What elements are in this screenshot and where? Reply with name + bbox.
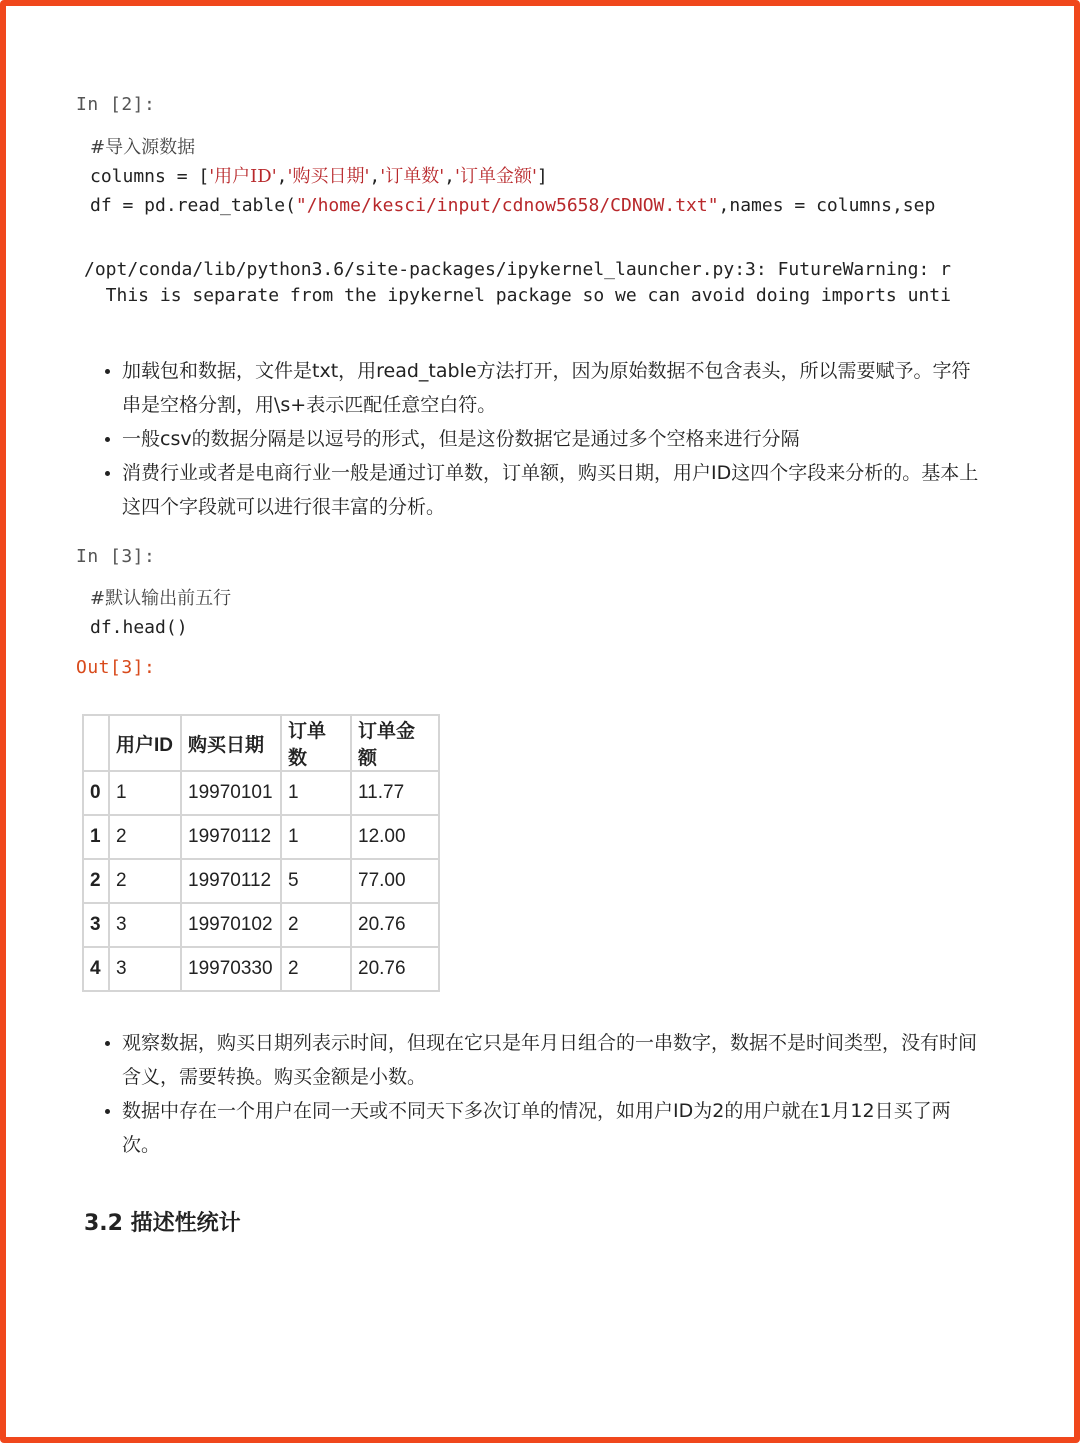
- cell-user-id: 2: [109, 815, 181, 859]
- code-string-col-uid: '用户ID': [209, 166, 277, 187]
- cell-purchase-date: 19970112: [181, 815, 281, 859]
- cell-user-id: 3: [109, 903, 181, 947]
- cell-user-id: 2: [109, 859, 181, 903]
- cell-user-id: 3: [109, 947, 181, 991]
- column-header-order-count: 订单数: [281, 715, 351, 771]
- list-item: • 观察数据，购买日期列表示时间，但现在它只是年月日组合的一串数字，数据不是时间类型，没有时间含义，需要转换。购买金额是小数。: [122, 1026, 982, 1094]
- input-prompt-3: In [3]:: [76, 546, 156, 567]
- cell-purchase-date: 19970102: [181, 903, 281, 947]
- column-header-order-amount: 订单金额: [351, 715, 439, 771]
- cell-order-amount: 20.76: [351, 947, 439, 991]
- code-comment: #默认输出前五行: [90, 588, 232, 609]
- list-item: • 数据中存在一个用户在同一天或不同天下多次订单的情况，如用户ID为2的用户就在1月12日买了两次。: [122, 1094, 982, 1162]
- code-read-suffix: ,names = columns,sep: [718, 195, 936, 216]
- code-string-col-date: '购买日期': [287, 166, 370, 187]
- output-prompt-3: Out[3]:: [76, 657, 156, 678]
- code-line: df.head(): [90, 617, 188, 638]
- code-string-path: "/home/kesci/input/cdnow5658/CDNOW.txt": [295, 195, 719, 216]
- cell-order-amount: 12.00: [351, 815, 439, 859]
- cell-order-count: 1: [281, 815, 351, 859]
- code-columns-suffix: ]: [536, 166, 548, 187]
- code-cell-2[interactable]: #导入源数据 columns = ['用户ID','购买日期','订单数','订单金额'] df = pd.read_table("/home/kesci/input/cdnow5658/CDNOW.txt",names = columns,sep: [90, 137, 936, 216]
- column-header-user-id: 用户ID: [109, 715, 181, 771]
- row-index: 4: [83, 947, 109, 991]
- code-string-col-amount: '订单金额': [455, 166, 537, 187]
- row-index: 2: [83, 859, 109, 903]
- column-header-purchase-date: 购买日期: [181, 715, 281, 771]
- cell-purchase-date: 19970101: [181, 771, 281, 815]
- cell-order-amount: 11.77: [351, 771, 439, 815]
- section-heading: 3.2 描述性统计: [84, 1211, 241, 1236]
- cell-order-count: 5: [281, 859, 351, 903]
- cell-order-amount: 20.76: [351, 903, 439, 947]
- code-comment: #导入源数据: [90, 137, 196, 158]
- row-index: 1: [83, 815, 109, 859]
- row-index: 0: [83, 771, 109, 815]
- cell-order-count: 2: [281, 903, 351, 947]
- cell-user-id: 1: [109, 771, 181, 815]
- row-index: 3: [83, 903, 109, 947]
- list-item: • 一般csv的数据分隔是以逗号的形式，但是这份数据它是通过多个空格来进行分隔: [122, 422, 982, 456]
- code-columns-prefix: columns = [: [90, 166, 210, 187]
- stderr-line: This is separate from the ipykernel package so we can avoid doing imports unti: [84, 285, 951, 306]
- list-item: • 加载包和数据，文件是txt，用read_table方法打开，因为原始数据不包含表头，所以需要赋予。字符串是空格分割，用\s+表示匹配任意空白符。: [122, 354, 982, 422]
- cell-order-count: 1: [281, 771, 351, 815]
- stderr-line: /opt/conda/lib/python3.6/site-packages/ipykernel_launcher.py:3: FutureWarning: r: [84, 259, 951, 280]
- cell-order-amount: 77.00: [351, 859, 439, 903]
- cell-purchase-date: 19970112: [181, 859, 281, 903]
- list-item: • 消费行业或者是电商行业一般是通过订单数，订单额，购买日期，用户ID这四个字段来分析的。基本上这四个字段就可以进行很丰富的分析。: [122, 456, 982, 524]
- cell-purchase-date: 19970330: [181, 947, 281, 991]
- code-string-col-count: '订单数': [380, 166, 445, 187]
- code-read-prefix: df = pd.read_table(: [90, 195, 296, 216]
- cell-order-count: 2: [281, 947, 351, 991]
- input-prompt-2: In [2]:: [76, 94, 156, 115]
